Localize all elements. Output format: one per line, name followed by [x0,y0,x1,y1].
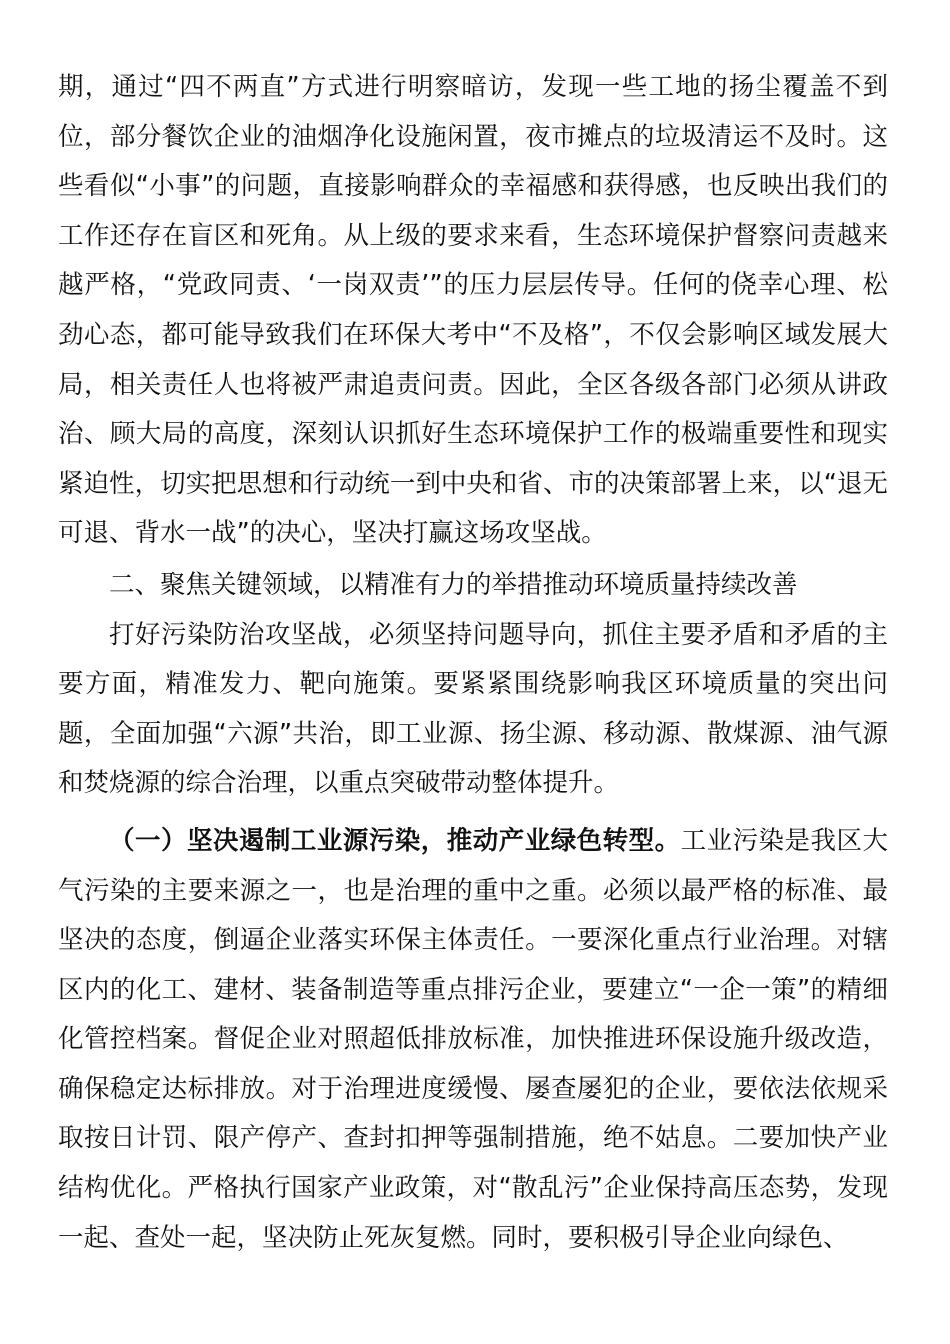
paragraph-industrial-pollution [58,817,888,1263]
section-heading-two: 二、聚焦关键领域，以精准有力的举措推动环境质量持续改善 [109,569,798,600]
paragraph-spacer [58,809,888,817]
paragraph-industrial-pollution-text: 工业污染是我区大气污染的主要来源之一，也是治理的重中之重。必须以最严格的标准、最坚决的态度，倒逼企业落实环保主体责任。一要深化重点行业治理。对辖区内的化工、建材、装备制造等重点排污企业，要建立“一企一策”的精细化管控档案。督促企业对照超低排放标准，加快推进环保设施升级改造，确保稳定达标排放。对于治理进度缓慢、屡查屡犯的企业，要依法依规采取按日计罚、限产停产、查封扣押等强制措施，绝不姑息。二要加快产业结构优化。严格执行国家产业政策，对“散乱污”企业保持高压态势，发现一起、查处一起，坚决防止死灰复燃。同时，要积极引导企业向绿色、 [58,825,888,1253]
subheading-industrial-source: （一）坚决遏制工业源污染，推动产业绿色转型。 [109,825,681,856]
paragraph-six-source-governance: 打好污染防治攻坚战，必须坚持问题导向，抓住主要矛盾和矛盾的主要方面，精准发力、靶向施策。要紧紧围绕影响我区环境质量的突出问题，全面加强“六源”共治，即工业源、扬尘源、移动源、散煤源、油气源和焚烧源的综合治理，以重点突破带动整体提升。 [58,619,888,799]
document-body [58,63,888,1263]
paragraph-inspection-and-responsibility: 期，通过“四不两直”方式进行明察暗访，发现一些工地的扬尘覆盖不到位，部分餐饮企业的油烟净化设施闲置，夜市摊点的垃圾清运不及时。这些看似“小事”的问题，直接影响群众的幸福感和获得感，也反映出我们的工作还存在盲区和死角。从上级的要求来看，生态环境保护督察问责越来越严格，“党政同责、‘一岗双责’”的压力层层传导。任何的侥幸心理、松劲心态，都可能导致我们在环保大考中“不及格”，不仅会影响区域发展大局，相关责任人也将被严肃追责问责。因此，全区各级各部门必须从讲政治、顾大局的高度，深刻认识抓好生态环境保护工作的极端重要性和现实紧迫性，切实把思想和行动统一到中央和省、市的决策部署上来，以“退无可退、背水一战”的决心，坚决打赢这场攻坚战。 [58,72,888,549]
